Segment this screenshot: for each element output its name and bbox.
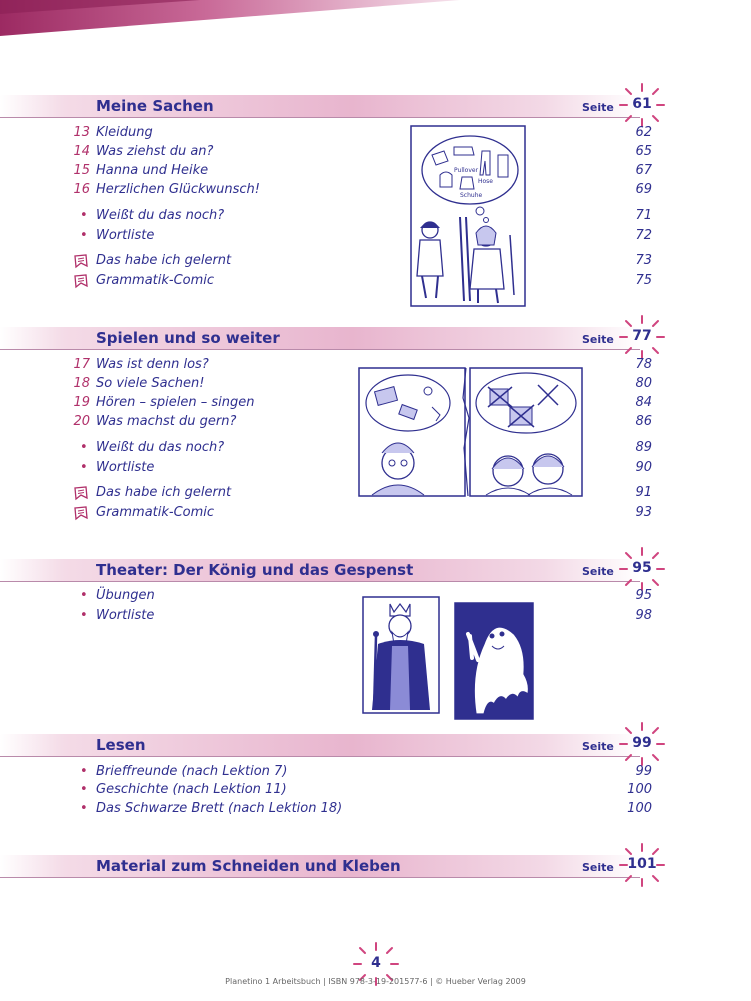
entry-title: So viele Sachen! bbox=[96, 376, 205, 391]
section-page: 77 bbox=[632, 328, 652, 344]
entry-title: Das Schwarze Brett (nach Lektion 18) bbox=[96, 801, 343, 816]
entry-title: Weißt du das noch? bbox=[96, 208, 225, 223]
bookmark-icon bbox=[73, 254, 89, 269]
lesson-number: 15 bbox=[73, 163, 90, 178]
toc-entry[interactable] bbox=[0, 228, 660, 246]
svg-text:Hose: Hose bbox=[478, 178, 493, 185]
bullet-icon: • bbox=[80, 208, 88, 223]
section-title: Theater: Der König und das Gespenst bbox=[96, 561, 414, 579]
toc-entry[interactable] bbox=[0, 782, 660, 800]
entry-page: 62 bbox=[635, 125, 652, 140]
entry-page: 65 bbox=[635, 144, 652, 159]
svg-text:Schuhe: Schuhe bbox=[460, 192, 483, 199]
section-page: 95 bbox=[632, 560, 652, 576]
toc-entry[interactable] bbox=[0, 182, 660, 200]
entry-page: 67 bbox=[635, 163, 652, 178]
bullet-icon: • bbox=[80, 440, 88, 455]
footer-copyright: Planetino 1 Arbeitsbuch | ISBN 978-3-19-201577-6 | © Hueber Verlag 2009 bbox=[225, 977, 526, 986]
bullet-icon: • bbox=[80, 608, 88, 623]
svg-text:Pullover: Pullover bbox=[454, 167, 479, 174]
page-star-badge bbox=[618, 722, 666, 766]
lesson-number: 20 bbox=[73, 414, 90, 429]
entry-title: Geschichte (nach Lektion 11) bbox=[96, 782, 287, 797]
toc-entry[interactable] bbox=[0, 608, 660, 626]
section-page: 101 bbox=[627, 856, 657, 872]
entry-title: Hören – spielen – singen bbox=[96, 395, 255, 410]
entry-page: 78 bbox=[635, 357, 652, 372]
entry-page: 91 bbox=[635, 485, 652, 500]
toc-entry[interactable] bbox=[0, 764, 660, 782]
entry-title: Weißt du das noch? bbox=[96, 440, 225, 455]
entry-title: Grammatik-Comic bbox=[96, 505, 215, 520]
entry-page: 100 bbox=[627, 782, 652, 797]
king-illustration bbox=[362, 596, 440, 718]
page-star-badge bbox=[618, 843, 666, 887]
toc-entry[interactable] bbox=[0, 208, 660, 226]
section-title: Material zum Schneiden und Kleben bbox=[96, 857, 401, 875]
page-number: 4 bbox=[371, 955, 381, 971]
lesson-number: 19 bbox=[73, 395, 90, 410]
section-title: Lesen bbox=[96, 736, 146, 754]
bullet-icon: • bbox=[80, 782, 88, 797]
entry-title: Herzlichen Glückwunsch! bbox=[96, 182, 261, 197]
entry-page: 90 bbox=[635, 460, 652, 475]
section-page: 99 bbox=[632, 735, 652, 751]
lesson-number: 14 bbox=[73, 144, 90, 159]
section-title: Spielen und so weiter bbox=[96, 329, 280, 347]
toc-entry[interactable] bbox=[0, 125, 660, 143]
toc-entry[interactable] bbox=[0, 505, 660, 523]
entry-page: 89 bbox=[635, 440, 652, 455]
entry-title: Wortliste bbox=[96, 608, 155, 623]
entry-page: 69 bbox=[635, 182, 652, 197]
bookmark-icon bbox=[73, 506, 89, 521]
entry-page: 99 bbox=[635, 764, 652, 779]
corner-decoration bbox=[0, 0, 460, 40]
entry-title: Brieffreunde (nach Lektion 7) bbox=[96, 764, 288, 779]
entry-title: Übungen bbox=[96, 588, 155, 603]
ghost-illustration bbox=[454, 602, 534, 724]
lesson-number: 13 bbox=[73, 125, 90, 140]
seite-label: Seite bbox=[582, 333, 614, 346]
lesson-number: 17 bbox=[73, 357, 90, 372]
seite-label: Seite bbox=[582, 565, 614, 578]
entry-title: Wortliste bbox=[96, 228, 155, 243]
entry-page: 80 bbox=[635, 376, 652, 391]
page-star-badge bbox=[618, 83, 666, 127]
toc-entry[interactable] bbox=[0, 801, 660, 819]
lesson-number: 18 bbox=[73, 376, 90, 391]
seite-label: Seite bbox=[582, 740, 614, 753]
lesson-number: 16 bbox=[73, 182, 90, 197]
toc-entry[interactable] bbox=[0, 588, 660, 606]
toc-entry[interactable] bbox=[0, 273, 660, 291]
bullet-icon: • bbox=[80, 228, 88, 243]
bullet-icon: • bbox=[80, 460, 88, 475]
entry-page: 72 bbox=[635, 228, 652, 243]
entry-page: 100 bbox=[627, 801, 652, 816]
section-title: Meine Sachen bbox=[96, 97, 214, 115]
bookmark-icon bbox=[73, 486, 89, 501]
entry-page: 71 bbox=[635, 208, 652, 223]
page-star-badge bbox=[618, 547, 666, 591]
page-star-badge bbox=[618, 315, 666, 359]
entry-page: 98 bbox=[635, 608, 652, 623]
entry-title: Das habe ich gelernt bbox=[96, 253, 232, 268]
bullet-icon: • bbox=[80, 764, 88, 779]
entry-title: Was ziehst du an? bbox=[96, 144, 214, 159]
bookmark-icon bbox=[73, 274, 89, 289]
seite-label: Seite bbox=[582, 861, 614, 874]
clothes-illustration bbox=[410, 125, 526, 311]
entry-title: Was machst du gern? bbox=[96, 414, 237, 429]
entry-title: Was ist denn los? bbox=[96, 357, 209, 372]
bullet-icon: • bbox=[80, 801, 88, 816]
toc-entry[interactable] bbox=[0, 253, 660, 271]
entry-page: 95 bbox=[635, 588, 652, 603]
comic-illustration bbox=[358, 367, 584, 501]
bullet-icon: • bbox=[80, 588, 88, 603]
entry-page: 73 bbox=[635, 253, 652, 268]
toc-entry[interactable] bbox=[0, 163, 660, 181]
entry-title: Wortliste bbox=[96, 460, 155, 475]
entry-page: 86 bbox=[635, 414, 652, 429]
entry-page: 93 bbox=[635, 505, 652, 520]
entry-page: 84 bbox=[635, 395, 652, 410]
entry-title: Grammatik-Comic bbox=[96, 273, 215, 288]
entry-title: Kleidung bbox=[96, 125, 153, 140]
entry-page: 75 bbox=[635, 273, 652, 288]
seite-label: Seite bbox=[582, 101, 614, 114]
entry-title: Hanna und Heike bbox=[96, 163, 209, 178]
section-page: 61 bbox=[632, 96, 652, 112]
entry-title: Das habe ich gelernt bbox=[96, 485, 232, 500]
toc-entry[interactable] bbox=[0, 144, 660, 162]
